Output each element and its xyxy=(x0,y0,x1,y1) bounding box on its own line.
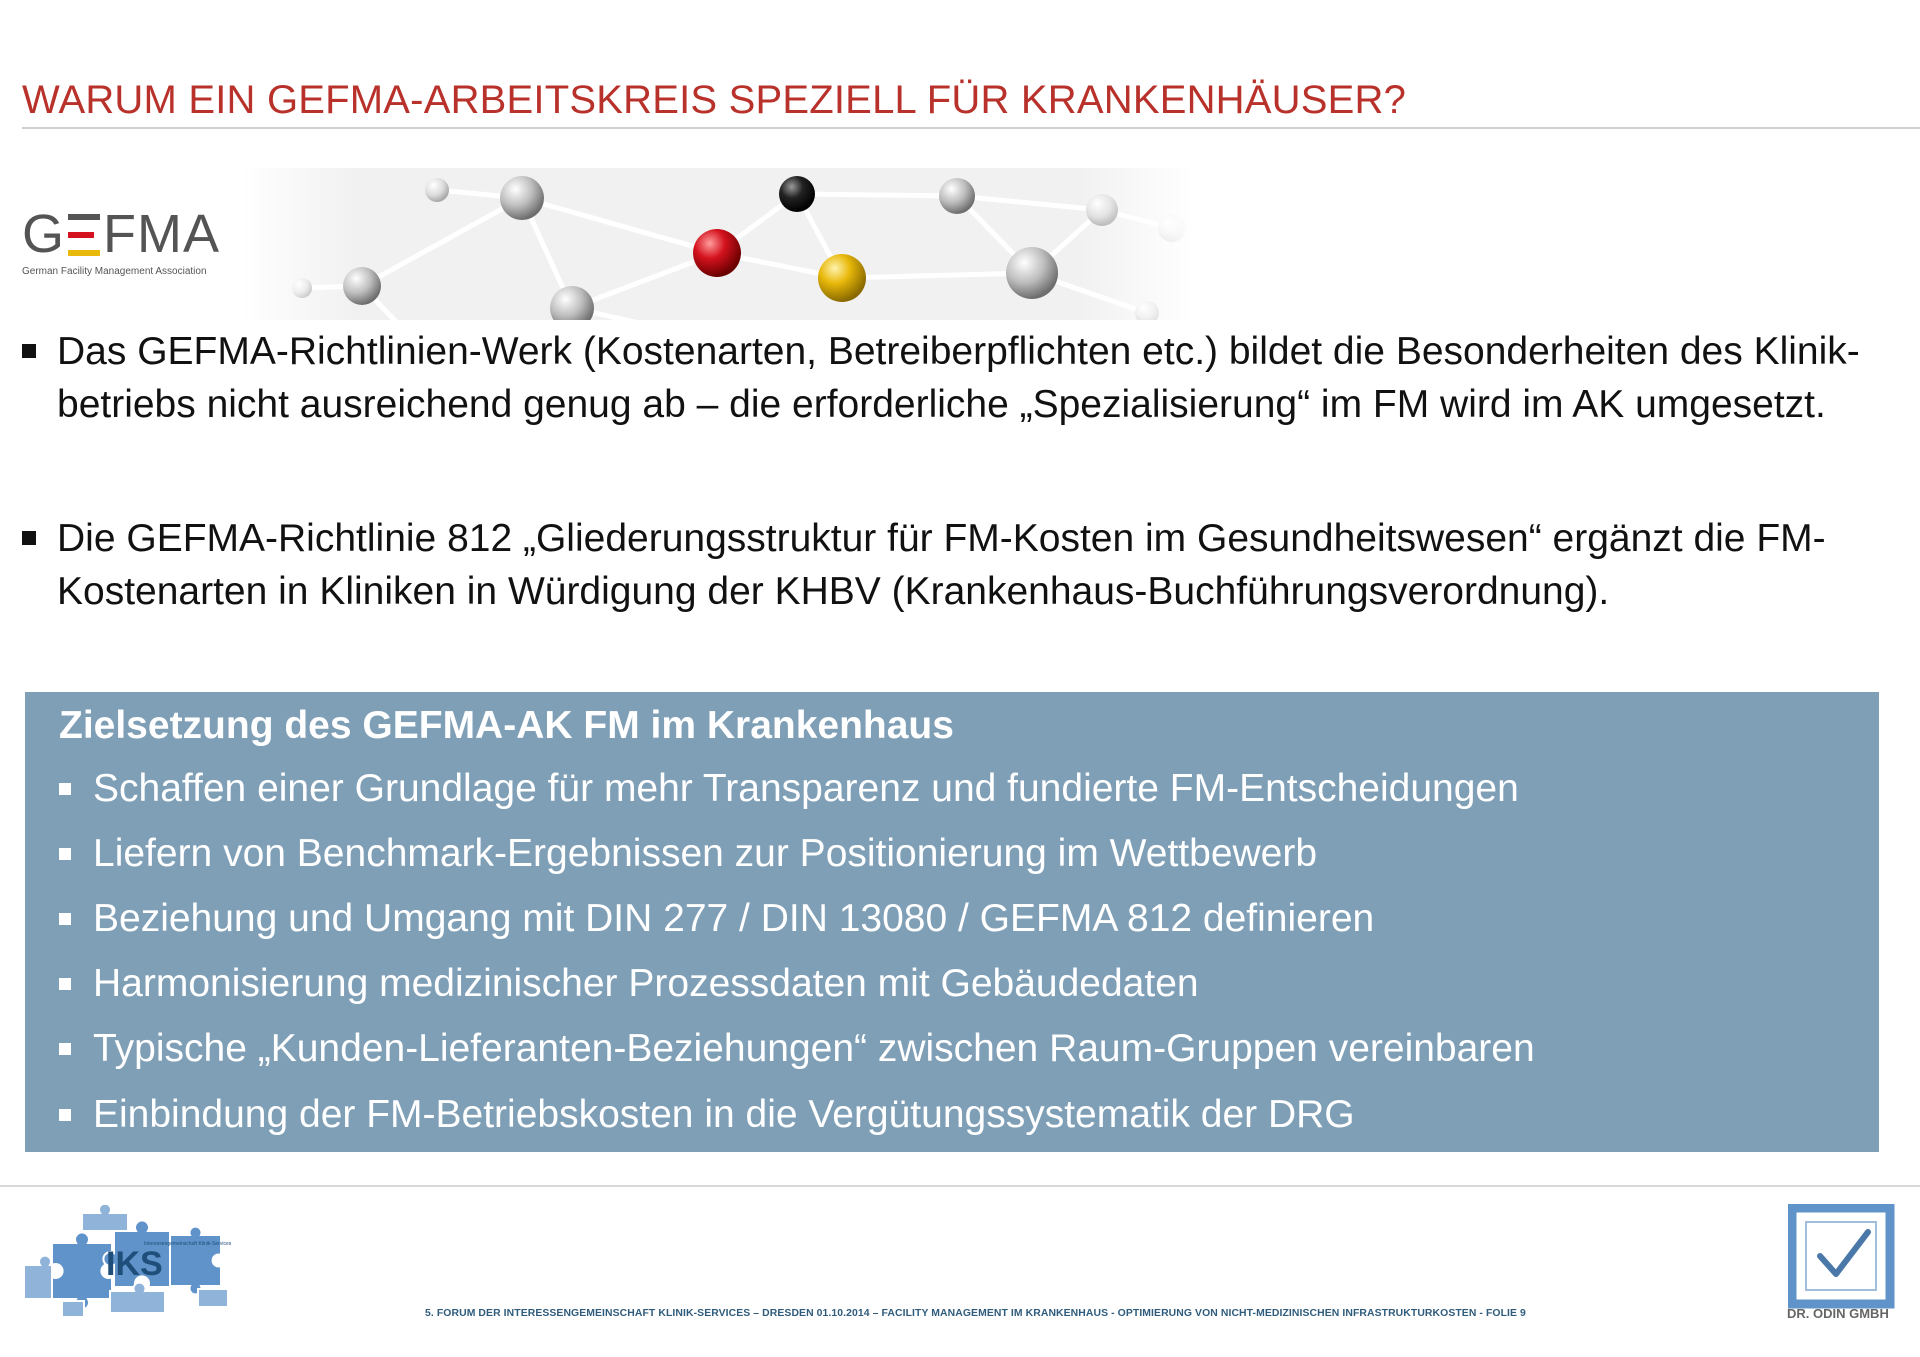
title-divider xyxy=(22,127,1920,129)
goal-item xyxy=(59,1017,1535,1082)
square-bullet-icon xyxy=(59,783,71,795)
square-bullet-icon xyxy=(59,913,71,925)
footer-text: 5. FORUM DER INTERESSENGEMEINSCHAFT KLINIK-SERVICES – DRESDEN 01.10.2014 – FACILITY MANAGEMENT IM KRANKENHAUS - OPTIMIERUNG VON NICHT-MEDIZINISCHEN INFRASTRUKTURKOSTEN - FOLIE 9 xyxy=(425,1308,1526,1319)
page-title: WARUM EIN GEFMA-ARBEITSKREIS SPEZIELL FÜR KRANKENHÄUSER? xyxy=(22,78,1407,122)
bullet-text: Die GEFMA-Richtlinie 812 „Gliederungsstruktur für FM-Kosten im Gesundheitswesen“ ergänzt die FM-Kostenarten in Kliniken in Würdigung der KHBV (Krankenhaus-Buchführungsverordnung). xyxy=(57,517,1826,613)
goals-list xyxy=(59,756,1535,1147)
square-bullet-icon xyxy=(22,531,36,545)
square-bullet-icon xyxy=(59,978,71,990)
bullet-item xyxy=(22,325,1917,431)
gefma-logo-letters-fma: FMA xyxy=(103,204,221,264)
goal-item xyxy=(59,756,1535,821)
goal-text: Typische „Kunden-Lieferanten-Beziehungen“ zwischen Raum-Gruppen vereinbaren xyxy=(93,1027,1535,1071)
square-bullet-icon xyxy=(59,848,71,860)
square-bullet-icon xyxy=(59,1109,71,1121)
gefma-subtitle: German Facility Management Association xyxy=(22,266,207,277)
goal-text: Harmonisierung medizinischer Prozessdaten mit Gebäudedaten xyxy=(93,962,1199,1006)
square-bullet-icon xyxy=(22,344,36,358)
puzzle-pieces-icon xyxy=(22,1205,237,1320)
gefma-logo xyxy=(22,204,242,278)
iks-label: IKS xyxy=(106,1245,163,1283)
goal-item xyxy=(59,952,1535,1017)
bullet-item xyxy=(22,512,1917,618)
bullet-text: Das GEFMA-Richtlinien-Werk (Kostenarten, Betreiberpflichten etc.) bildet die Besonderheiten des Klinik-betriebs nicht ausreichend genug ab – die erforderliche „Spezialisierung“ im FM wird im AK umgesetzt. xyxy=(57,330,1860,426)
footer-divider xyxy=(0,1185,1920,1187)
goal-text: Einbindung der FM-Betriebskosten in die Vergütungssystematik der DRG xyxy=(93,1092,1355,1136)
goal-item xyxy=(59,886,1535,951)
goal-text: Beziehung und Umgang mit DIN 277 / DIN 13080 / GEFMA 812 definieren xyxy=(93,896,1375,940)
goal-item xyxy=(59,821,1535,886)
goals-box xyxy=(25,692,1879,1152)
checkbox-check-icon xyxy=(1788,1204,1898,1322)
iks-caption: Interessengemeinschaft Klinik-Services xyxy=(144,1241,232,1247)
gefma-flag-e-icon xyxy=(68,214,100,256)
goal-text: Schaffen einer Grundlage für mehr Transparenz und fundierte FM-Entscheidungen xyxy=(93,766,1519,810)
goal-item xyxy=(59,1082,1535,1147)
network-spheres-icon xyxy=(242,168,1192,320)
company-name: DR. ODIN GMBH xyxy=(1787,1306,1889,1321)
gefma-logo-letter-g: G xyxy=(22,204,66,264)
goal-text: Liefern von Benchmark-Ergebnissen zur Positionierung im Wettbewerb xyxy=(93,831,1318,875)
goals-title: Zielsetzung des GEFMA-AK FM im Krankenhaus xyxy=(59,704,954,747)
square-bullet-icon xyxy=(59,1043,71,1055)
gefma-banner xyxy=(22,168,1192,320)
